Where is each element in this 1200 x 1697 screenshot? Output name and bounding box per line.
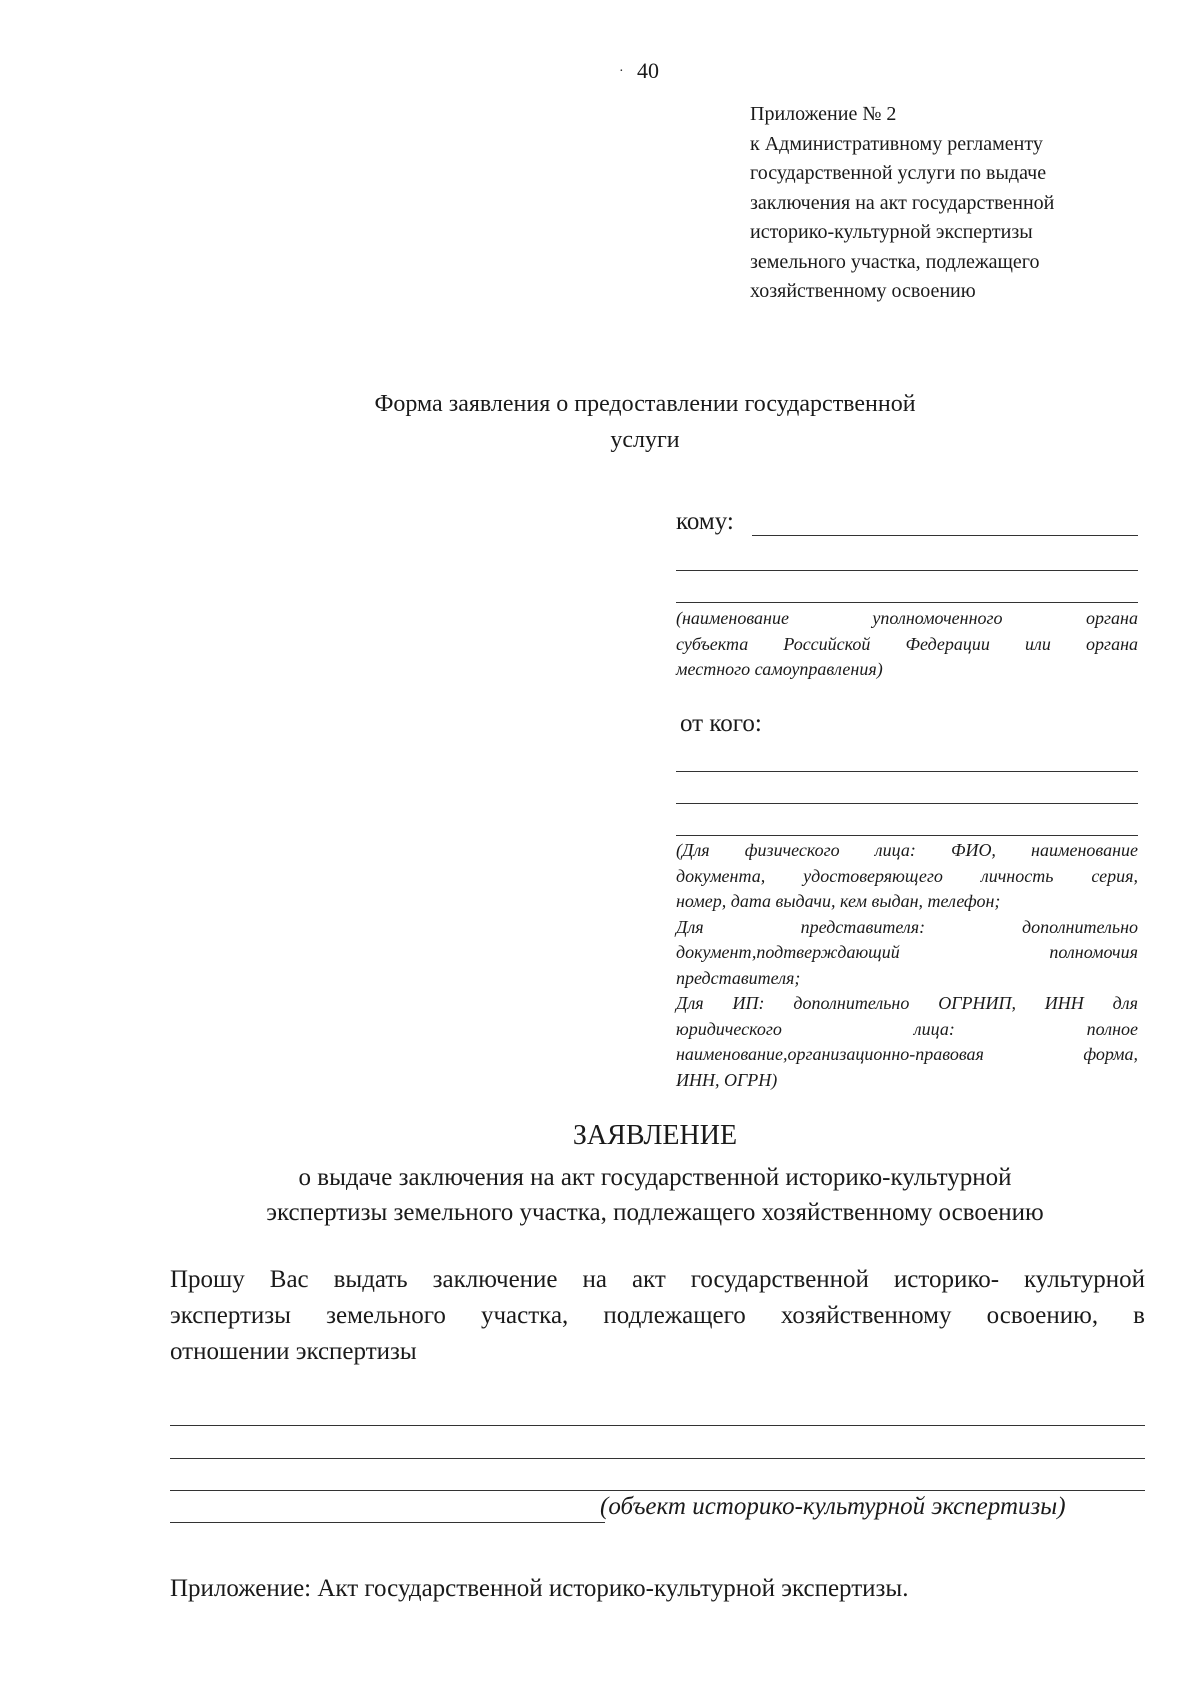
sender-note-line: наименование,организационно-правовая форма, [676,1044,1138,1064]
object-field-line[interactable] [170,1522,605,1523]
object-field-line[interactable] [170,1458,1145,1459]
recipient-field-line[interactable] [676,602,1138,603]
appendix-line: земельного участка, подлежащего [750,250,1040,273]
appendix-line: Приложение № 2 [750,103,897,125]
sender-field-line[interactable] [676,771,1138,772]
recipient-field-line[interactable] [676,570,1138,571]
statement-title: ЗАЯВЛЕНИЕ [572,1120,738,1151]
page-number [619,58,659,84]
recipient-label: кому: [676,508,734,535]
page-number-text: 40 [637,58,659,83]
sender-note-line: документ,подтверждающий полномочия [676,942,1138,962]
statement-subtitle-line: экспертизы земельного участка, подлежащего хозяйственному освоению [266,1199,1044,1226]
request-text [170,1262,1145,1370]
recipient-note [676,606,1138,683]
appendix-line: государственной услуги по выдаче [750,162,1047,184]
sender-note [676,838,1138,1093]
object-field-line[interactable] [170,1425,1145,1426]
sender-note-line: документа, удостоверяющего личность серия, [676,865,1138,886]
recipient-note-line: местного самоуправления) [676,659,883,679]
sender-note-line: Для ИП: дополнительно ОГРНИП, ИНН для [676,993,1138,1013]
sender-field-line[interactable] [676,803,1138,804]
sender-note-line: (Для физического лица: ФИО, наименование [676,840,1138,860]
form-title-line: Форма заявления о предоставлении государственной [374,391,916,417]
appendix-line: заключения на акт государственной [750,191,1055,214]
recipient-note-line: субъекта Российской Федерации или органа [676,633,1138,654]
attachment-text: Приложение: Акт государственной историко-культурной экспертизы. [170,1575,909,1602]
object-field-line[interactable] [170,1490,1145,1491]
sender-note-line: номер, дата выдачи, кем выдан, телефон; [676,891,1001,911]
statement-subtitle-line: о выдаче заключения на акт государственной историко-культурной [298,1164,1012,1191]
sender-note-line: представителя; [676,967,801,988]
sender-label: от кого: [680,710,762,737]
sender-note-line: Для представителя: дополнительно [676,916,1138,937]
request-text-line: Прошу Вас выдать заключение на акт государственной историко- культурной [170,1266,1145,1293]
recipient-field-line[interactable] [752,535,1138,536]
recipient-note-line: (наименование уполномоченного органа [676,608,1138,628]
appendix-line: к Административному регламенту [750,132,1043,155]
scan-mark: · [619,64,624,79]
sender-note-line: юридического лица: полное [676,1018,1138,1039]
appendix-header [750,100,1170,307]
request-text-line: отношении экспертизы [170,1338,417,1365]
statement-subtitle [180,1160,1130,1230]
form-title [300,386,990,458]
request-text-line: экспертизы земельного участка, подлежащего хозяйственному освоению, в [170,1302,1145,1329]
object-caption: (объект историко-культурной экспертизы) [600,1493,1066,1520]
sender-note-line: ИНН, ОГРН) [676,1069,778,1090]
appendix-line: хозяйственному освоению [750,280,976,302]
form-title-line: услуги [610,427,680,453]
appendix-line: историко-культурной экспертизы [750,221,1033,243]
sender-field-line[interactable] [676,835,1138,836]
